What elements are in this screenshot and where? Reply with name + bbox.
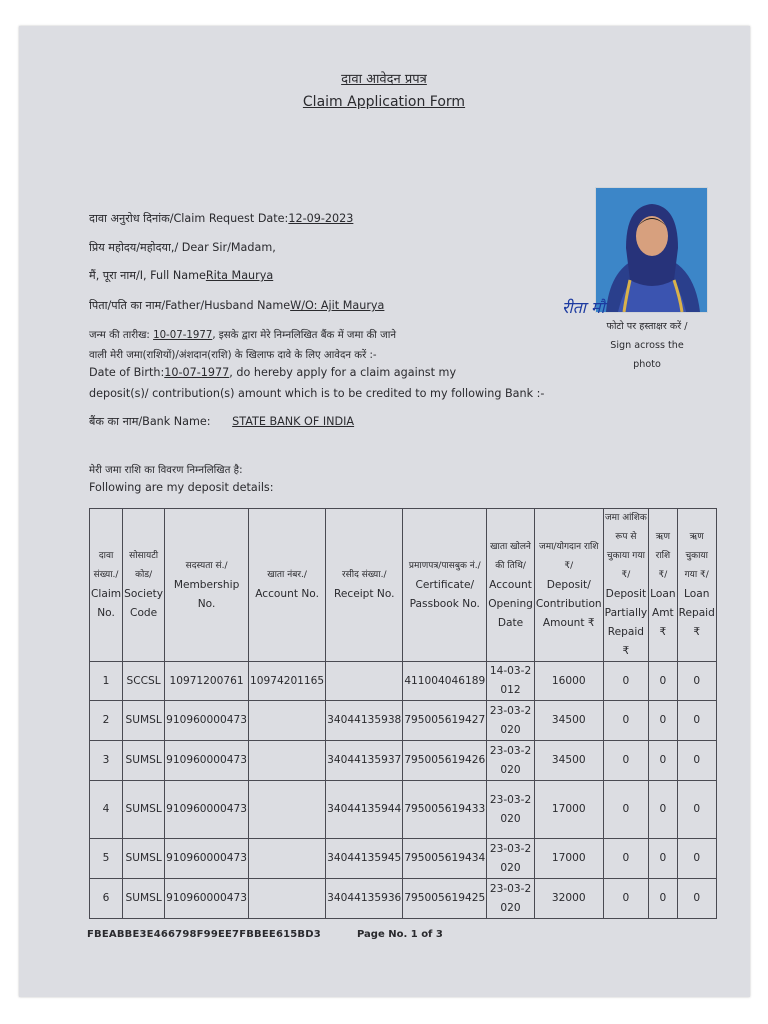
dob-label: Date of Birth: [89,366,165,379]
column-header-hindi: रसीद संख्या./ [341,570,387,580]
table-cell: 23-03-2020 [487,839,535,879]
table-row [90,879,717,919]
table-cell: 5 [90,839,123,879]
salutation: प्रिय महोदय/महोदया,/ Dear Sir/Madam, [89,241,276,254]
column-header-hindi: सदस्यता सं./ [185,560,228,571]
table-cell: 0 [649,662,677,701]
table-cell: 0 [603,839,649,879]
table-cell: 23-03-2020 [487,879,535,919]
table-cell: 910960000473 [165,781,249,839]
photo-caption-english-1: Sign across the [610,340,684,351]
table-row [90,701,717,741]
table-cell: 0 [603,701,649,741]
table-cell: 795005619427 [403,701,487,741]
table-cell: 34044135945 [326,839,403,879]
column-header [123,509,165,662]
table-cell: 0 [603,741,649,781]
column-header-hindi: जमा आंशिक रूप से चुकाया गया ₹/ [604,513,647,580]
claim-request-label: दावा अनुरोध दिनांक/Claim Request Date: [89,212,289,225]
table-cell: 795005619434 [403,839,487,879]
deposit-heading-english: Following are my deposit details: [89,481,274,494]
person-photo-icon [596,188,707,312]
bank-name-value: STATE BANK OF INDIA [232,415,355,428]
table-cell [249,701,326,741]
column-header-hindi: ऋण राशि ₹/ [655,532,671,580]
column-header [165,509,249,662]
table-cell: SUMSL [123,879,165,919]
table-cell: 14-03-2012 [487,662,535,701]
bank-name-label: बैंक का नाम/Bank Name: [89,415,211,428]
table-cell: SUMSL [123,781,165,839]
table-cell: 0 [649,701,677,741]
column-header-english: Certificate/ Passbook No. [409,578,480,610]
column-header [534,509,603,662]
column-header-hindi: खाता खोलने की तिथि/ [490,541,531,571]
column-header-english: Loan Amt ₹ [650,588,676,638]
column-header-english: Society Code [124,588,164,619]
english-para-1-suffix: , do hereby apply for a claim against my [229,366,457,379]
form-title-hindi: दावा आवेदन प्रपत्र [341,72,427,87]
column-header [649,509,677,662]
deposit-heading-hindi: मेरी जमा राशि का विवरण निम्नलिखित है: [89,465,243,476]
table-cell [326,662,403,701]
column-header-english: Claim No. [91,588,122,619]
table-cell: 6 [90,879,123,919]
father-husband-value: W/O: Ajit Maurya [290,299,385,312]
table-cell: 910960000473 [165,839,249,879]
hindi-para-1-suffix: , इसके द्वारा मेरे निम्नलिखित बैंक में जमा की जाने [212,330,397,341]
table-cell: 34044135936 [326,879,403,919]
column-header-english: Account Opening Date [488,578,533,629]
table-cell: 34500 [534,701,603,741]
column-header-hindi: दावा संख्या./ [93,551,119,580]
column-header-hindi: खाता नंबर./ [267,570,307,580]
table-cell: 17000 [534,781,603,839]
father-husband-label: पिता/पति का नाम/Father/Husband Name [89,299,291,312]
table-cell: 23-03-2020 [487,741,535,781]
full-name-label: मैं, पूरा नाम/I, Full Name [89,269,206,282]
column-header-hindi: जमा/योगदान राशि ₹/ [539,541,599,571]
table-header-row [90,509,717,662]
table-cell: 34500 [534,741,603,781]
table-cell: 0 [677,741,716,781]
table-cell: 0 [649,741,677,781]
column-header [677,509,716,662]
table-cell: 0 [677,662,716,701]
table-cell: 910960000473 [165,701,249,741]
table-row [90,839,717,879]
photo-caption-hindi: फोटो पर हस्ताक्षर करें / [606,321,688,332]
claim-request-date-line [89,211,353,226]
full-name-value: Rita Maurya [205,269,274,282]
hindi-paragraph-line-2: वाली मेरी जमा(राशियों)/अंशदान(राशि) के खिलाफ दावे के लिए आवेदन करें :- [89,350,377,361]
column-header-english: Deposit/ Contribution Amount ₹ [535,578,602,629]
table-cell: 0 [677,781,716,839]
father-husband-line [89,298,384,313]
table-cell [249,879,326,919]
signature: रीता मौ [562,298,605,317]
table-cell: 0 [603,781,649,839]
column-header [249,509,326,662]
table-cell: 795005619425 [403,879,487,919]
table-cell: 32000 [534,879,603,919]
table-cell [249,839,326,879]
table-cell: 0 [677,879,716,919]
table-row [90,781,717,839]
hindi-paragraph-line-1 [89,327,396,341]
table-cell: 2 [90,701,123,741]
table-cell: 910960000473 [165,741,249,781]
full-name-line [89,268,273,283]
hindi-dob-value: 10-07-1977 [153,330,213,341]
table-cell: 16000 [534,662,603,701]
document-code: FBEABBE3E466798F99EE7FBBEE615BD3 [87,929,321,940]
table-cell: 23-03-2020 [487,781,535,839]
column-header-hindi: प्रमाणपत्र/पासबुक नं./ [408,560,481,571]
column-header-english: Loan Repaid ₹ [678,588,715,638]
column-header [603,509,649,662]
table-cell: SUMSL [123,701,165,741]
table-cell: SCCSL [123,662,165,701]
table-cell: 795005619433 [403,781,487,839]
table-cell: 0 [677,701,716,741]
table-cell: 0 [649,879,677,919]
column-header [326,509,403,662]
table-cell: 411004046189 [403,662,487,701]
column-header-english: Receipt No. [333,588,395,600]
table-cell: 0 [649,781,677,839]
table-cell: 23-03-2020 [487,701,535,741]
form-title-english: Claim Application Form [302,94,466,110]
photo-caption [592,317,702,374]
table-cell: 34044135938 [326,701,403,741]
table-cell: 0 [603,879,649,919]
column-header-english: Account No. [255,588,319,600]
table-cell: 34044135944 [326,781,403,839]
column-header-english: Membership No. [173,578,240,610]
table-cell: 910960000473 [165,879,249,919]
table-cell [249,781,326,839]
table-cell: 17000 [534,839,603,879]
table-cell: 10974201165 [249,662,326,701]
dob-value: 10-07-1977 [164,366,230,379]
claim-request-date: 12-09-2023 [288,212,354,225]
english-paragraph-line-1 [89,366,456,379]
table-cell [249,741,326,781]
table-cell: 795005619426 [403,741,487,781]
column-header-hindi: ऋण चुकाया गया ₹/ [684,532,709,580]
table-cell: 3 [90,741,123,781]
table-cell: 0 [677,839,716,879]
photo-caption-english-2: photo [633,359,661,370]
table-cell: 4 [90,781,123,839]
table-cell: 0 [649,839,677,879]
column-header-english: Deposit Partially Repaid ₹ [604,588,648,657]
applicant-photo [595,187,708,313]
page-number: Page No. 1 of 3 [357,929,443,940]
bank-name-line [89,414,354,429]
table-row [90,741,717,781]
table-cell: 1 [90,662,123,701]
column-header [90,509,123,662]
hindi-dob-label: जन्म की तारीख: [89,330,154,341]
table-cell: SUMSL [123,741,165,781]
column-header [487,509,535,662]
table-cell: 0 [603,662,649,701]
table-cell: 10971200761 [165,662,249,701]
table-cell: SUMSL [123,839,165,879]
english-paragraph-line-2: deposit(s)/ contribution(s) amount which is to be credited to my following Bank :- [89,387,545,400]
table-cell: 34044135937 [326,741,403,781]
table-row [90,662,717,701]
column-header-hindi: सोसायटी कोड/ [129,551,159,580]
column-header [403,509,487,662]
deposit-details-table [89,508,717,919]
